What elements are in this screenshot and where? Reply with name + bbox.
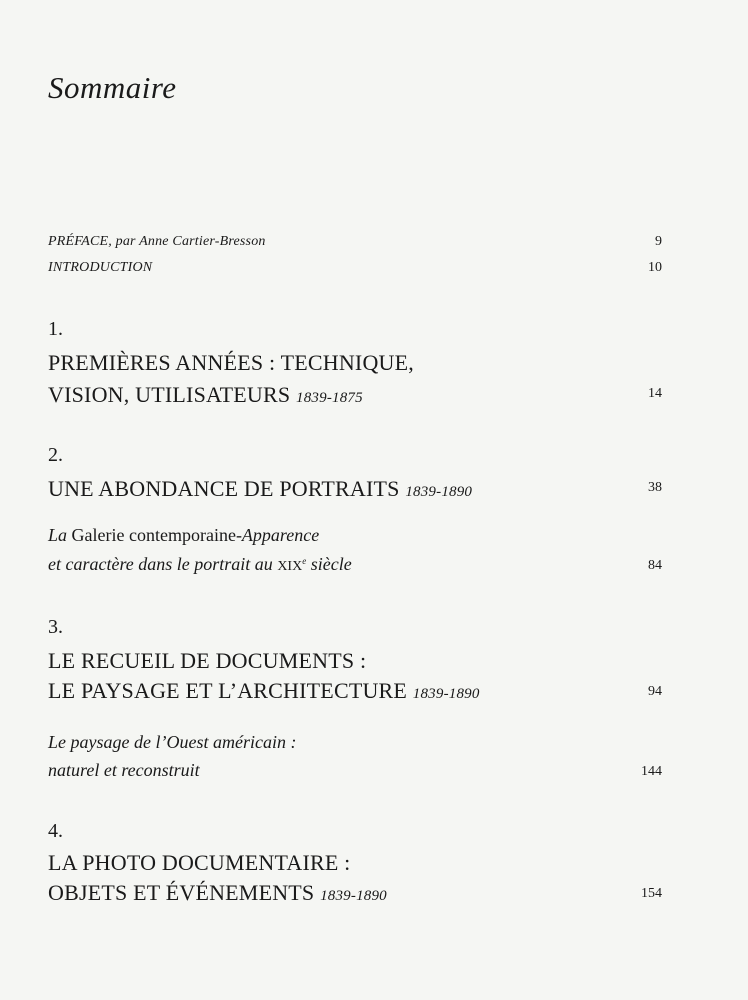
chapter-title: UNE ABONDANCE DE PORTRAITS 1839-1890	[48, 476, 473, 501]
chapter-number: 2.	[48, 444, 63, 466]
chapter-page: 94	[648, 684, 662, 699]
chapter-title-line2: LE PAYSAGE ET L’ARCHITECTURE 1839-1890	[48, 678, 480, 703]
chapter-title-line2: OBJETS ET ÉVÉNEMENTS 1839-1890	[48, 880, 387, 905]
chapter-title-line2: VISION, UTILISATEURS 1839-1875	[48, 382, 363, 407]
chapter-number: 1.	[48, 318, 63, 340]
chapter-page: 38	[648, 480, 662, 495]
chapter-title: PREMIÈRES ANNÉES : TECHNIQUE,	[48, 350, 414, 375]
chapter-title: LE RECUEIL DE DOCUMENTS :	[48, 648, 367, 673]
toc-entry-page: 10	[648, 260, 662, 275]
page-title: Sommaire	[48, 70, 177, 105]
subsection-page: 144	[641, 764, 662, 779]
chapter-number: 3.	[48, 616, 63, 638]
subsection-title-line2: et caractère dans le portrait au XIXe siècle	[48, 554, 352, 574]
subsection-title: La Galerie contemporaine-Apparence	[48, 525, 320, 545]
toc-entry-label: PRÉFACE, par Anne Cartier-Bresson	[48, 234, 266, 249]
chapter-dates: 1839-1890	[320, 888, 387, 904]
toc-entry-label: INTRODUCTION	[48, 260, 153, 275]
chapter-page: 14	[648, 386, 662, 401]
chapter-title: LA PHOTO DOCUMENTAIRE :	[48, 850, 351, 875]
subsection-title-line2: naturel et reconstruit	[48, 760, 200, 780]
toc-entry-page: 9	[655, 234, 662, 249]
chapter-dates: 1839-1875	[296, 390, 363, 406]
chapter-dates: 1839-1890	[412, 686, 480, 702]
chapter-dates: 1839-1890	[405, 484, 473, 500]
chapter-page: 154	[641, 886, 662, 901]
subsection-title: Le paysage de l’Ouest américain :	[48, 732, 297, 752]
chapter-number: 4.	[48, 820, 63, 842]
subsection-page: 84	[648, 558, 662, 573]
